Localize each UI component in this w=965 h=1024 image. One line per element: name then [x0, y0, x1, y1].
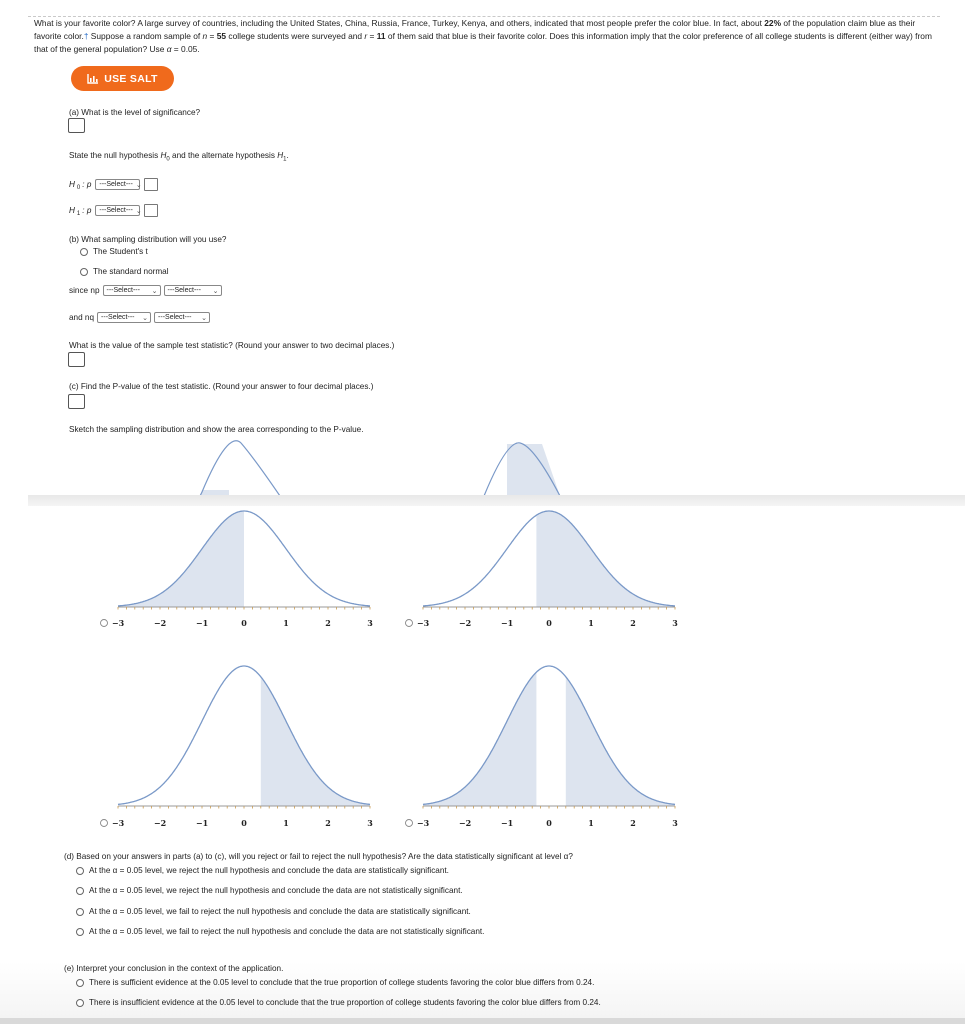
- graph-two-tail[interactable]: [403, 660, 689, 830]
- salt-chart-icon: [87, 73, 99, 84]
- shaded-region-1: [423, 672, 536, 806]
- radio-button[interactable]: [76, 867, 84, 875]
- radio-button[interactable]: [80, 268, 88, 276]
- shaded-region-1: [118, 511, 244, 607]
- tick-label: 2: [325, 618, 331, 628]
- radio-button[interactable]: [76, 928, 84, 936]
- np-value-select[interactable]: ---Select--- ⌄: [164, 285, 222, 296]
- tick-label: −3: [111, 818, 125, 828]
- graph-upper-tail[interactable]: [98, 660, 384, 830]
- tick-label: 1: [283, 818, 289, 828]
- tick-label: 1: [588, 818, 594, 828]
- use-salt-label: USE SALT: [104, 72, 158, 85]
- tick-label: 0: [241, 818, 247, 828]
- radio-button[interactable]: [76, 887, 84, 895]
- alt-operator-select[interactable]: ---Select--- ⌄: [95, 205, 140, 216]
- partial-graph-right: [482, 440, 572, 496]
- tick-label: 3: [367, 618, 373, 628]
- tick-label: 3: [367, 818, 373, 828]
- tick-label: 0: [546, 618, 552, 628]
- tick-label: −3: [416, 618, 430, 628]
- shaded-region-1: [261, 677, 370, 806]
- graph-left-tail[interactable]: [98, 506, 384, 636]
- tick-label: −2: [458, 818, 472, 828]
- shaded-region-1: [536, 511, 675, 607]
- chevron-down-icon: ⌄: [212, 287, 219, 295]
- drag-handle-icon[interactable]: [406, 620, 413, 627]
- option-d-4[interactable]: At the α = 0.05 level, we fail to reject the null hypothesis and conclude the data are not statistically significant.: [76, 927, 484, 936]
- option-e-1[interactable]: There is sufficient evidence at the 0.05 level to conclude that the true proportion of college students favoring the color blue differs from 0.24.: [76, 978, 594, 987]
- tick-label: 3: [672, 618, 678, 628]
- alt-value-input[interactable]: [144, 204, 158, 217]
- chevron-down-icon: ⌄: [135, 181, 142, 189]
- tick-label: −1: [500, 618, 514, 628]
- and-nq-row: and nq ---Select--- ⌄ ---Select--- ⌄: [69, 312, 210, 323]
- normal-curve: [423, 666, 675, 804]
- nq-operator-select[interactable]: ---Select--- ⌄: [97, 312, 151, 323]
- chevron-down-icon: ⌄: [142, 314, 149, 322]
- null-value-input[interactable]: [144, 178, 158, 191]
- part-e-question: (e) Interpret your conclusion in the context of the application.: [64, 964, 284, 973]
- tick-label: −1: [500, 818, 514, 828]
- tick-label: −2: [153, 618, 167, 628]
- radio-button[interactable]: [76, 999, 84, 1007]
- np-operator-select[interactable]: ---Select--- ⌄: [103, 285, 161, 296]
- p-value-input[interactable]: [68, 394, 85, 409]
- tick-label: −3: [416, 818, 430, 828]
- drag-handle-icon[interactable]: [406, 820, 413, 827]
- significance-input[interactable]: [68, 118, 85, 133]
- since-np-row: since np ---Select--- ⌄ ---Select--- ⌄: [69, 285, 222, 296]
- tick-label: 0: [241, 618, 247, 628]
- scroll-divider: [28, 495, 965, 506]
- sketch-prompt: Sketch the sampling distribution and show the area corresponding to the P-value.: [69, 425, 364, 434]
- part-a-question: (a) What is the level of significance?: [69, 108, 201, 117]
- part-b-question: (b) What sampling distribution will you use?: [69, 235, 227, 244]
- hypotheses-prompt: State the null hypothesis $H_0$ and the alternate hypothesis $H_1$.: [69, 151, 289, 163]
- radio-button[interactable]: [76, 979, 84, 987]
- use-salt-button[interactable]: [71, 66, 174, 91]
- tick-label: −1: [195, 618, 209, 628]
- drag-handle-icon[interactable]: [101, 820, 108, 827]
- option-d-2[interactable]: At the α = 0.05 level, we reject the null hypothesis and conclude the data are not statistically significant.: [76, 886, 463, 895]
- tick-label: 1: [283, 618, 289, 628]
- partial-graph-left: [196, 440, 286, 496]
- chevron-down-icon: ⌄: [151, 287, 158, 295]
- tick-label: 2: [630, 818, 636, 828]
- tick-label: 2: [325, 818, 331, 828]
- shaded-region-2: [566, 677, 675, 806]
- normal-curve: [118, 666, 370, 804]
- drag-handle-icon[interactable]: [101, 620, 108, 627]
- part-c-question: (c) Find the P-value of the test statistic. (Round your answer to four decimal places.): [69, 382, 374, 391]
- option-d-3[interactable]: At the α = 0.05 level, we fail to reject the null hypothesis and conclude the data are statistically significant.: [76, 907, 471, 916]
- bottom-bar: [0, 1018, 965, 1024]
- tick-label: −1: [195, 818, 209, 828]
- part-d-question: (d) Based on your answers in parts (a) to (c), will you reject or fail to reject the null hypothesis? Are the data statistically significant at level α?: [64, 852, 573, 861]
- tick-label: 0: [546, 818, 552, 828]
- radio-button[interactable]: [80, 248, 88, 256]
- tick-label: −3: [111, 618, 125, 628]
- test-statistic-input[interactable]: [68, 352, 85, 367]
- tick-label: −2: [458, 618, 472, 628]
- tick-label: −2: [153, 818, 167, 828]
- tick-label: 2: [630, 618, 636, 628]
- null-hypothesis-row: H $_0$ : p ---Select--- ⌄: [69, 178, 158, 191]
- option-students-t[interactable]: The Student's t: [80, 247, 148, 256]
- chevron-down-icon: ⌄: [201, 314, 208, 322]
- option-e-2[interactable]: There is insufficient evidence at the 0.05 level to conclude that the true proportion of college students favoring the color blue differs from 0.24.: [76, 998, 601, 1007]
- alt-hypothesis-row: H $_1$ : p ---Select--- ⌄: [69, 204, 158, 217]
- radio-button[interactable]: [76, 908, 84, 916]
- option-standard-normal[interactable]: The standard normal: [80, 267, 169, 276]
- problem-statement: What is your favorite color? A large survey of countries, including the United States, China, Russia, France, Turkey, Kenya, and others, indicated that most people prefer the color blue. In fact, about 22% of the population claim blue as their favorite color.† Suppose a random sample of n = 55 college students were surveyed and r = 11 of them said that blue is their favorite color. Does this information imply that the color preference of all college students is different (either way) from that of the general population? Use α = 0.05.: [34, 18, 932, 55]
- tick-label: 1: [588, 618, 594, 628]
- null-operator-select[interactable]: ---Select--- ⌄: [95, 179, 140, 190]
- nq-value-select[interactable]: ---Select--- ⌄: [154, 312, 210, 323]
- test-statistic-question: What is the value of the sample test statistic? (Round your answer to two decimal places.): [69, 341, 395, 350]
- chevron-down-icon: ⌄: [135, 207, 142, 215]
- tick-label: 3: [672, 818, 678, 828]
- graph-right-tail[interactable]: [403, 506, 689, 636]
- option-d-1[interactable]: At the α = 0.05 level, we reject the null hypothesis and conclude the data are statistically significant.: [76, 866, 449, 875]
